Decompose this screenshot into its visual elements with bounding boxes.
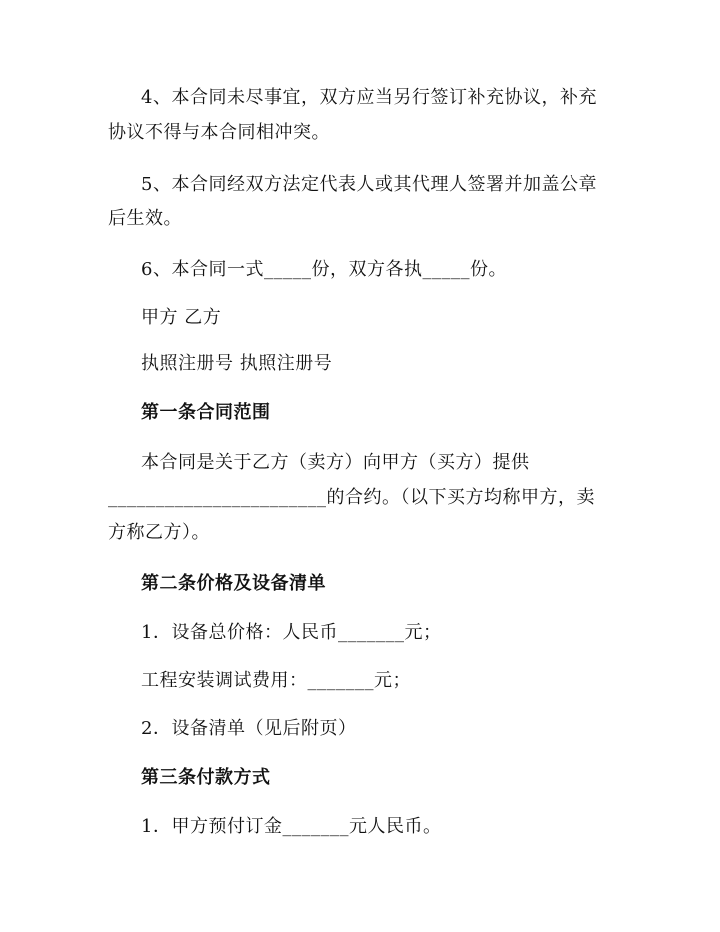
article-1-text-line-3: 方称乙方）。 — [108, 522, 210, 543]
article-1-heading: 第一条合同范围 — [141, 402, 271, 423]
parties-line: 甲方 乙方 — [141, 307, 222, 328]
clause-6-line: 6、本合同一式_____份，双方各执_____份。 — [141, 259, 507, 280]
clause-5-line-1: 5、本合同经双方法定代表人或其代理人签署并加盖公章 — [141, 174, 597, 195]
deposit-line: 1．甲方预付订金_______元人民币。 — [141, 816, 442, 837]
equipment-list-line: 2．设备清单（见后附页） — [141, 718, 357, 739]
article-1-text-line-1: 本合同是关于乙方（卖方）向甲方（买方）提供 — [141, 452, 530, 473]
clause-5-line-2: 后生效。 — [108, 208, 182, 229]
article-1-text-line-2: _______________________的合约。（以下买方均称甲方，卖 — [108, 487, 595, 508]
clause-4-line-2: 协议不得与本合同相冲突。 — [108, 122, 330, 143]
article-3-heading: 第三条付款方式 — [141, 767, 271, 788]
license-number-line: 执照注册号 执照注册号 — [141, 353, 333, 374]
article-2-heading: 第二条价格及设备清单 — [141, 573, 326, 594]
clause-4-line-1: 4、本合同未尽事宜，双方应当另行签订补充协议，补充 — [141, 87, 597, 108]
installation-fee-line: 工程安装调试费用：_______元； — [141, 670, 411, 691]
total-price-line: 1．设备总价格：人民币_______元； — [141, 622, 442, 643]
